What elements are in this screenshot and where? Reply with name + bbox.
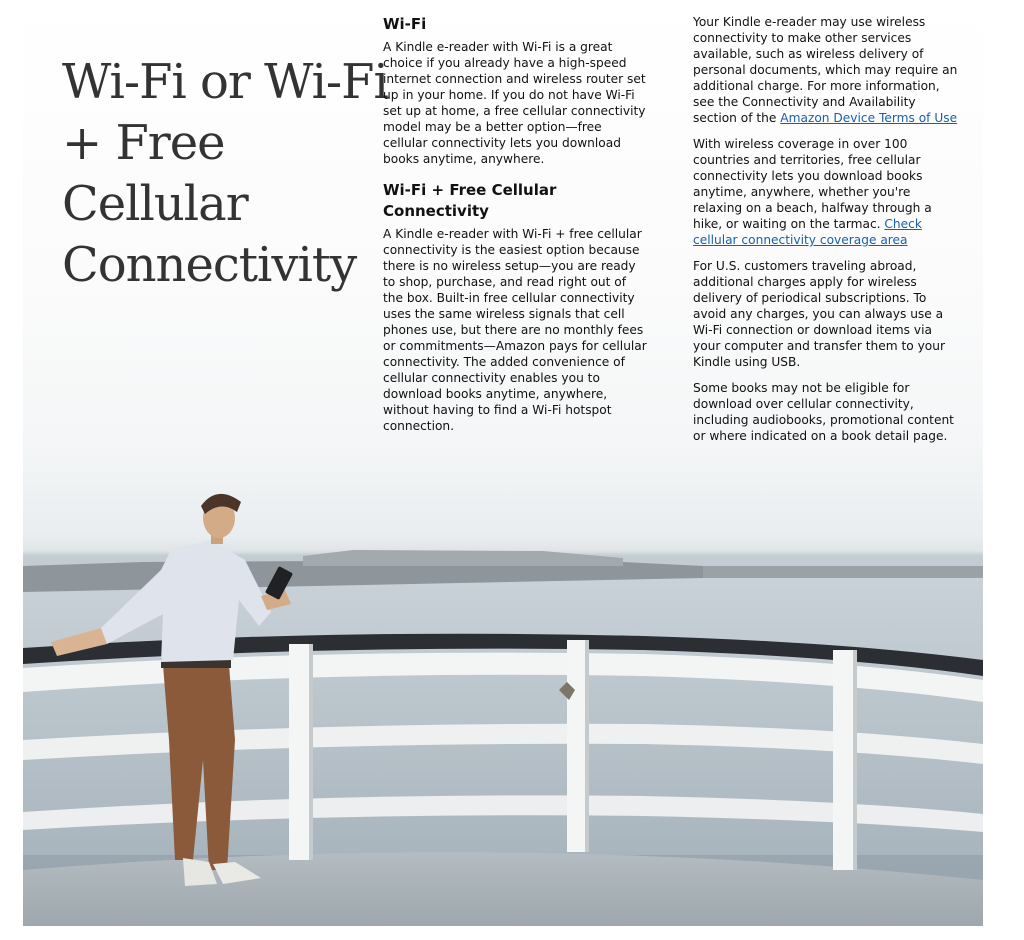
right-text-column xyxy=(693,14,961,454)
coverage-area-link[interactable]: Check cellular connectivity coverage area xyxy=(693,217,922,247)
travel-paragraph: For U.S. customers traveling abroad, additional charges apply for wireless delivery of periodical subscriptions. To avoid any charges, you can always use a Wi-Fi connection or download items via your computer and transfer them to your Kindle using USB. xyxy=(693,259,945,369)
cellular-heading: Wi-Fi + Free Cellular Connectivity xyxy=(383,181,557,220)
page-headline: Wi-Fi or Wi-Fi + Free Cellular Connectivity xyxy=(62,54,388,293)
services-text: Your Kindle e-reader may use wireless connectivity to make other services available, such as wireless delivery of personal documents, which may require an additional charge. For more information, see the Connectivity and Availability section of the xyxy=(693,15,958,125)
coverage-paragraph xyxy=(693,136,961,248)
coverage-text: With wireless coverage in over 100 countries and territories, free cellular connectivity lets you download books anytime, anywhere, whether you're relaxing on a beach, halfway through a hike, or waiting on the tarmac. xyxy=(693,137,932,231)
eligibility-paragraph: Some books may not be eligible for download over cellular connectivity, including audiobooks, promotional content or where indicated on a book detail page. xyxy=(693,381,954,443)
wifi-heading: Wi-Fi xyxy=(383,15,427,33)
device-terms-link[interactable]: Amazon Device Terms of Use xyxy=(780,111,958,125)
services-paragraph xyxy=(693,14,961,126)
cellular-description: A Kindle e-reader with Wi-Fi + free cellular connectivity is the easiest option because there is no wireless setup—you are ready to shop, purchase, and read right out of the box. Built-in free cellular connectivity uses the same wireless signals that cell phones use, but there are no monthly fees or commitments—Amazon pays for cellular connectivity. The added convenience of cellular connectivity enables you to download books anytime, anywhere, without having to find a Wi-Fi hotspot connection. xyxy=(383,227,647,433)
left-text-column xyxy=(383,14,648,444)
hero-panel xyxy=(23,0,983,926)
wifi-description: A Kindle e-reader with Wi-Fi is a great choice if you already have a high-speed internet connection and wireless router set up in your home. If you do not have Wi-Fi set up at home, a free cellular connectivity model may be a better option—free cellular connectivity lets you download books anytime, anywhere. xyxy=(383,40,646,166)
